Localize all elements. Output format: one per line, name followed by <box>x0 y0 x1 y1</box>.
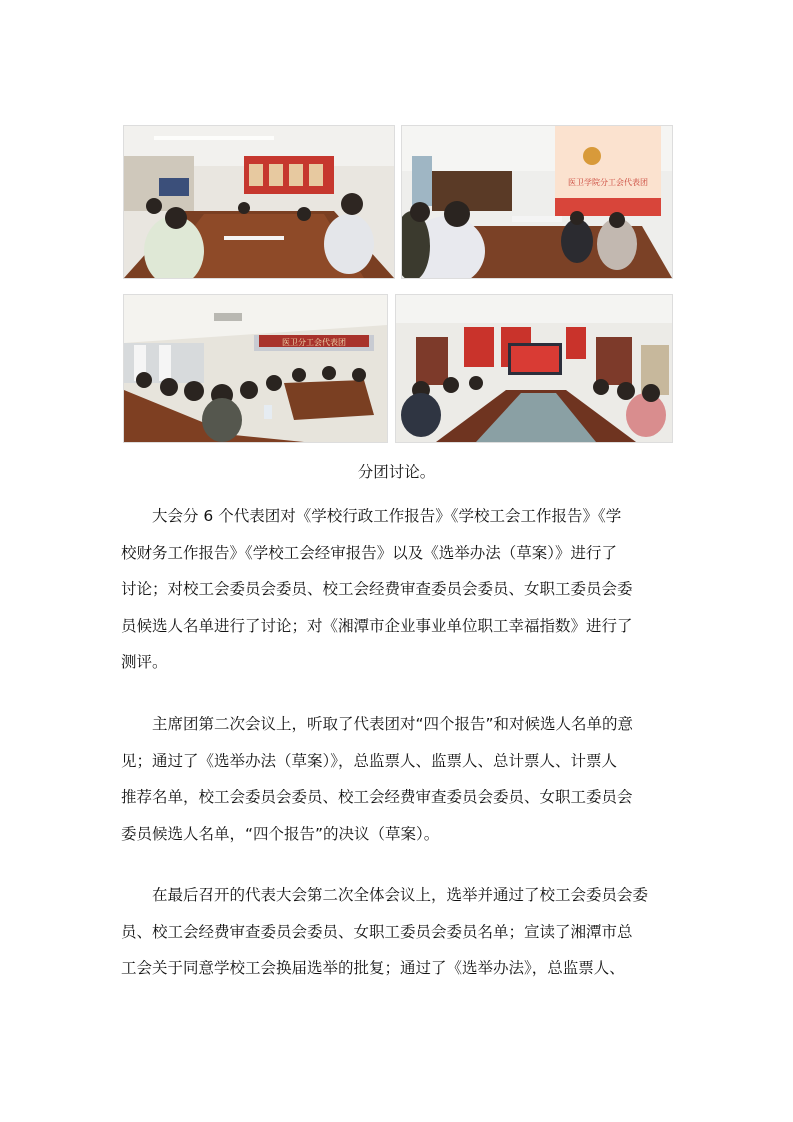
paragraph-line: 讨论；对校工会委员会委员、校工会经费审查委员会委员、女职工委员会委 <box>121 580 633 598</box>
banner-text: 医卫学院分工会代表团 <box>568 178 648 187</box>
photo-meeting-2-image <box>402 126 672 278</box>
paragraph-presidium-meeting <box>121 706 673 852</box>
photo-meeting-4-image <box>396 295 672 442</box>
photo-meeting-1 <box>123 125 395 279</box>
photo-meeting-3-image <box>124 295 387 442</box>
paragraph-line: 在最后召开的代表大会第二次全体会议上，选举并通过了校工会委员会委 <box>152 886 649 904</box>
paragraph-line: 主席团第二次会议上，听取了代表团对“四个报告”和对候选人名单的意 <box>152 715 634 733</box>
paragraph-line: 员候选人名单进行了讨论；对《湘潭市企业事业单位职工幸福指数》进行了 <box>121 616 633 635</box>
paragraph-line: 员、校工会经费审查委员会委员、女职工委员会委员名单；宣读了湘潭市总 <box>121 922 633 941</box>
photo-caption: 分团讨论。 <box>357 463 436 481</box>
photo-meeting-1-image <box>124 126 394 278</box>
paragraph-line: 校财务工作报告》《学校工会经审报告》以及《选举办法（草案）》进行了 <box>121 543 618 562</box>
photo-meeting-2 <box>401 125 673 279</box>
photo-meeting-3 <box>123 294 388 443</box>
paragraph-line: 测评。 <box>121 653 168 671</box>
paragraph-plenary-session <box>121 877 673 987</box>
paragraph-line: 大会分 6 个代表团对《学校行政工作报告》《学校工会工作报告》《学 <box>152 507 622 525</box>
paragraph-line: 见；通过了《选举办法（草案）》，总监票人、监票人、总计票人、计票人 <box>121 751 618 770</box>
paragraph-line: 工会关于同意学校工会换届选举的批复；通过了《选举办法》，总监票人、 <box>121 959 625 977</box>
paragraph-line: 委员候选人名单，“四个报告”的决议（草案）。 <box>121 824 440 843</box>
banner-text: 医卫分工会代表团 <box>282 338 346 347</box>
paragraph-line: 推荐名单，校工会委员会委员、校工会经费审查委员会委员、女职工委员会 <box>121 788 633 806</box>
photo-meeting-4 <box>395 294 673 443</box>
paragraph-discussion <box>121 498 673 681</box>
